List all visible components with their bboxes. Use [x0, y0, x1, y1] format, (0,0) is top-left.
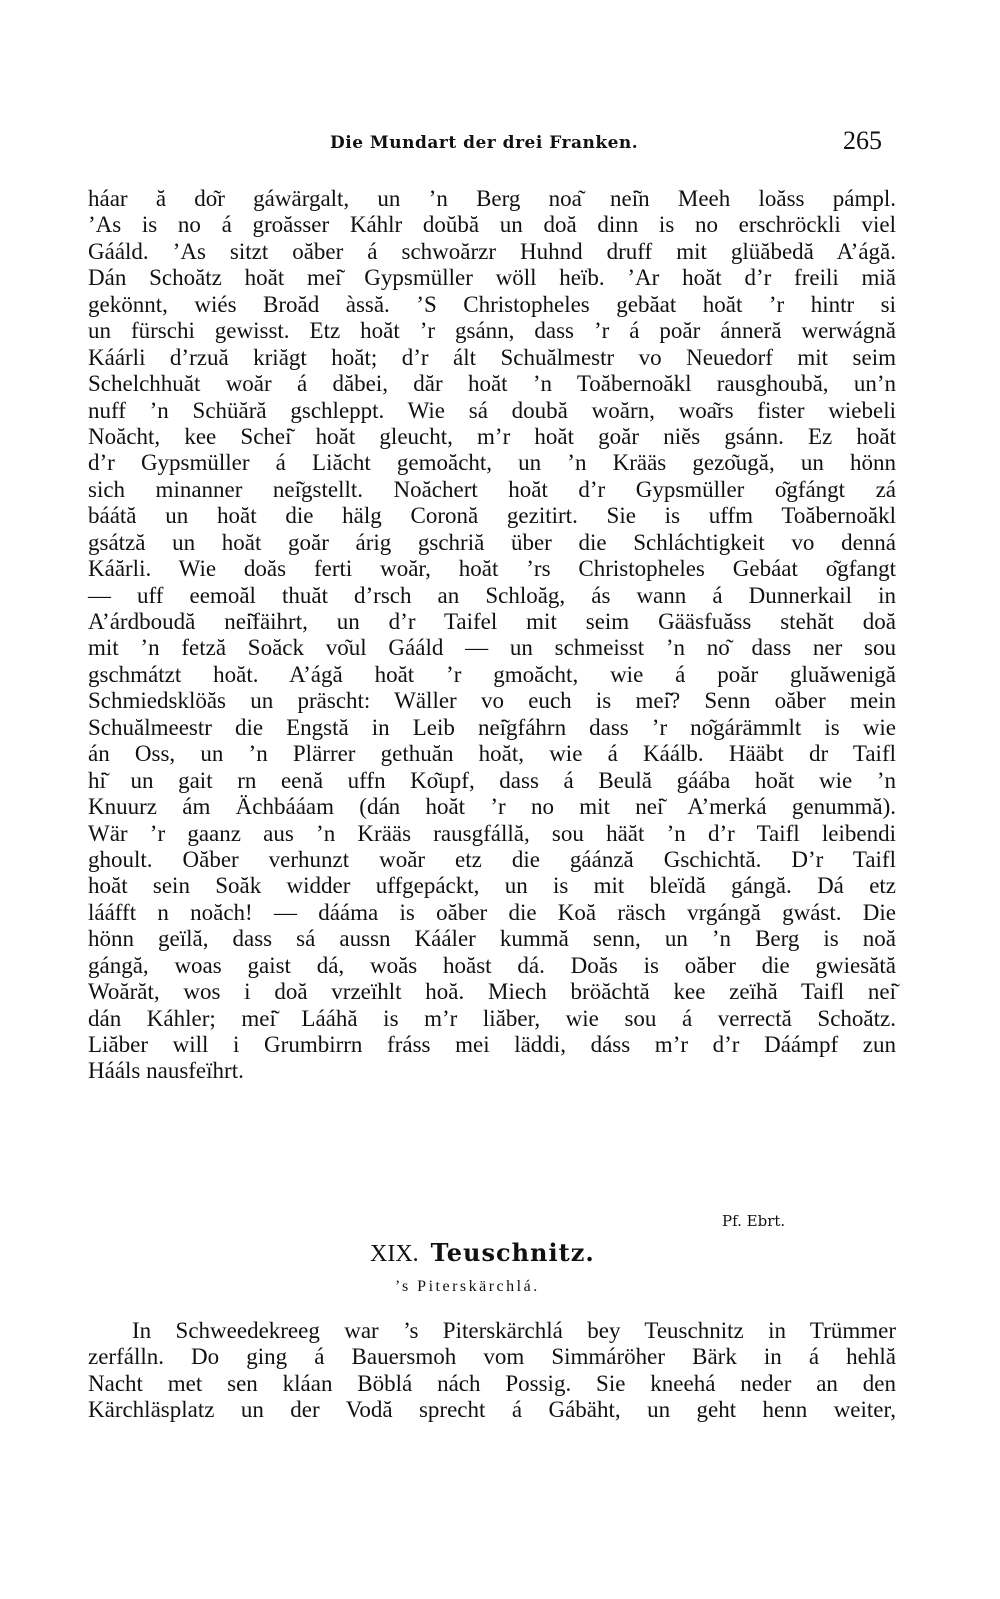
text-line: Schmiedsklöăs un präscht: Wäller vo euch is mei͂? Senn oăber mein: [88, 688, 896, 714]
text-line: Gááld. ’As sitzt oăber á schwoărzr Huhnd druff mit glüăbedă A’ágă.: [88, 238, 896, 264]
text-line: ’As is no á groăsser Káhlr doŭbă un doă dinn is no erschröckli viel: [88, 212, 896, 238]
text-line: A’árdboudă nei͂fäihrt, un d’r Taifel mit seim Gääsfuăss stehăt doă: [88, 609, 896, 634]
text-line: sich minanner nei͂gstellt. Noăchert hoăt d’r Gypsmüller o͂gfángt zá: [88, 476, 896, 502]
text-line: Káărli. Wie doăs ferti woăr, hoăt ’rs Christopheles Gebáat o͂gfangt: [88, 556, 896, 582]
text-line: Woărăt, wos i doă vrzeïhlt hoă. Miech bröăchtă kee zeïhă Taifl nei͂: [88, 979, 896, 1005]
text-line: ghoult. Oăber verhunzt woăr etz die gáánză Gschichtă. D’r Taifl: [88, 846, 896, 872]
text-line: Liăber will i Grumbirrn fráss mei läddi, dáss m’r d’r Dáámpf zun: [88, 1032, 896, 1057]
story-text-body: [88, 1318, 896, 1424]
text-line: gsátză un hoăt goăr árig gschriă über die Schláchtigkeit vo denná: [88, 529, 896, 555]
text-line: Káárli d’rzuă kriăgt hoăt; d’r ált Schuălmestr vo Neuedorf mit seim: [88, 344, 896, 370]
section-heading: [370, 1238, 595, 1268]
text-line: hönn geïlă, dass sá aussn Kááler kummă senn, un ’n Berg is noă: [88, 926, 896, 952]
text-line: un fürschi gewisst. Etz hoăt ’r gsánn, dass ’r á poăr ánneră werwágnă: [88, 318, 896, 344]
text-line: háar ă do͂r gáwärgalt, un ’n Berg noa͂ nei͂n Meeh loăss pámpl.: [88, 186, 896, 211]
dialect-text-body: [88, 186, 896, 1085]
text-line: Dán Schoătz hoăt mei͂ Gypsmüller wöll heïb. ’Ar hoăt d’r freili miă: [88, 265, 896, 291]
text-line: báátă un hoăt die hälg Coronă gezitirt. Sie is uffm Toăbernoăkl: [88, 503, 896, 529]
story-line: Nacht met sen kláan Böblá nách Possig. Sie kneehá neder an den: [88, 1370, 896, 1396]
text-line: gekönnt, wiés Broăd àssă. ’S Christopheles gebăat hoăt ’r hintr si: [88, 291, 896, 317]
text-line: Knuurz ám Ächbááam (dán hoăt ’r no mit nei͂ A’merká genummă).: [88, 794, 896, 820]
text-line: — uff eemoăl thuăt d’rsch an Schloăg, ás wann á Dunnerkail in: [88, 582, 896, 608]
section-number: XIX.: [370, 1241, 419, 1267]
text-line: d’r Gypsmüller á Liăcht gemoăcht, un ’n Krääs gezo͂ugă, un hönn: [88, 450, 896, 476]
section-place: Teuschnitz.: [430, 1238, 595, 1267]
story-line: zerfálln. Do ging á Bauersmoh vom Simmáröher Bärk in á hehlă: [88, 1344, 896, 1370]
running-title: Die Mundart der drei Franken.: [330, 133, 639, 153]
text-line: Noăcht, kee Schei͂ hoăt gleucht, m’r hoăt goăr niĕs gsánn. Ez hoăt: [88, 423, 896, 449]
text-line: gángă, woas gaist dá, woăs hoăst dá. Doăs is oăber die gwiesătă: [88, 952, 896, 978]
text-line: Schelchhuăt woăr á dăbei, dăr hoăt ’n Toăbernoăkl rausghoubă, un’n: [88, 371, 896, 397]
page-number: 265: [843, 126, 882, 155]
text-line: dán Káhler; mei͂ Lááhă is m’r liăber, wie sou á verrectă Schoătz.: [88, 1005, 896, 1031]
text-line: lááfft n noăch! — dááma is oăber die Koă räsch vrgángă gwást. Die: [88, 899, 896, 925]
text-line: nuff ’n Schüără gschleppt. Wie sá doubă woărn, woa͂rs fister wiebeli: [88, 397, 896, 423]
section-subtitle: ’s Piterskärchlá.: [395, 1278, 540, 1295]
text-line: Wär ’r gaanz aus ’n Krääs rausgfállă, sou häăt ’n d’r Taifl leibendi: [88, 820, 896, 846]
text-line: hi͂ un gait rn eenă uffn Ko͂upf, dass á Beulă gáába hoăt wie ’n: [88, 767, 896, 793]
text-line: án Oss, un ’n Plärrer gethuăn hoăt, wie á Káálb. Hääbt dr Taifl: [88, 741, 896, 767]
author-signature: Pf. Ebrt.: [722, 1212, 786, 1230]
story-line: In Schweedekreeg war ’s Piterskärchlá bey Teuschnitz in Trümmer: [132, 1318, 896, 1343]
text-line: gschmátzt hoăt. A’ágă hoăt ’r gmoăcht, wie á poăr gluăwenigă: [88, 661, 896, 687]
text-line: Schuălmeestr die Engstă in Leib nei͂gfáhrn dass ’r no͂gárämmlt is wie: [88, 714, 896, 740]
text-line: hoăt sein Soăk widder uffgepáckt, un is mit bleïdă gángă. Dá etz: [88, 873, 896, 899]
text-line: Hááls nausfeïhrt.: [88, 1058, 244, 1084]
text-line: mit ’n fetză Soăck vo͂ul Gááld — un schmeisst ’n no͂ dass ner sou: [88, 635, 896, 661]
story-line: Kärchläsplatz un der Vodă sprecht á Gábäht, un geht henn weiter,: [88, 1397, 896, 1423]
